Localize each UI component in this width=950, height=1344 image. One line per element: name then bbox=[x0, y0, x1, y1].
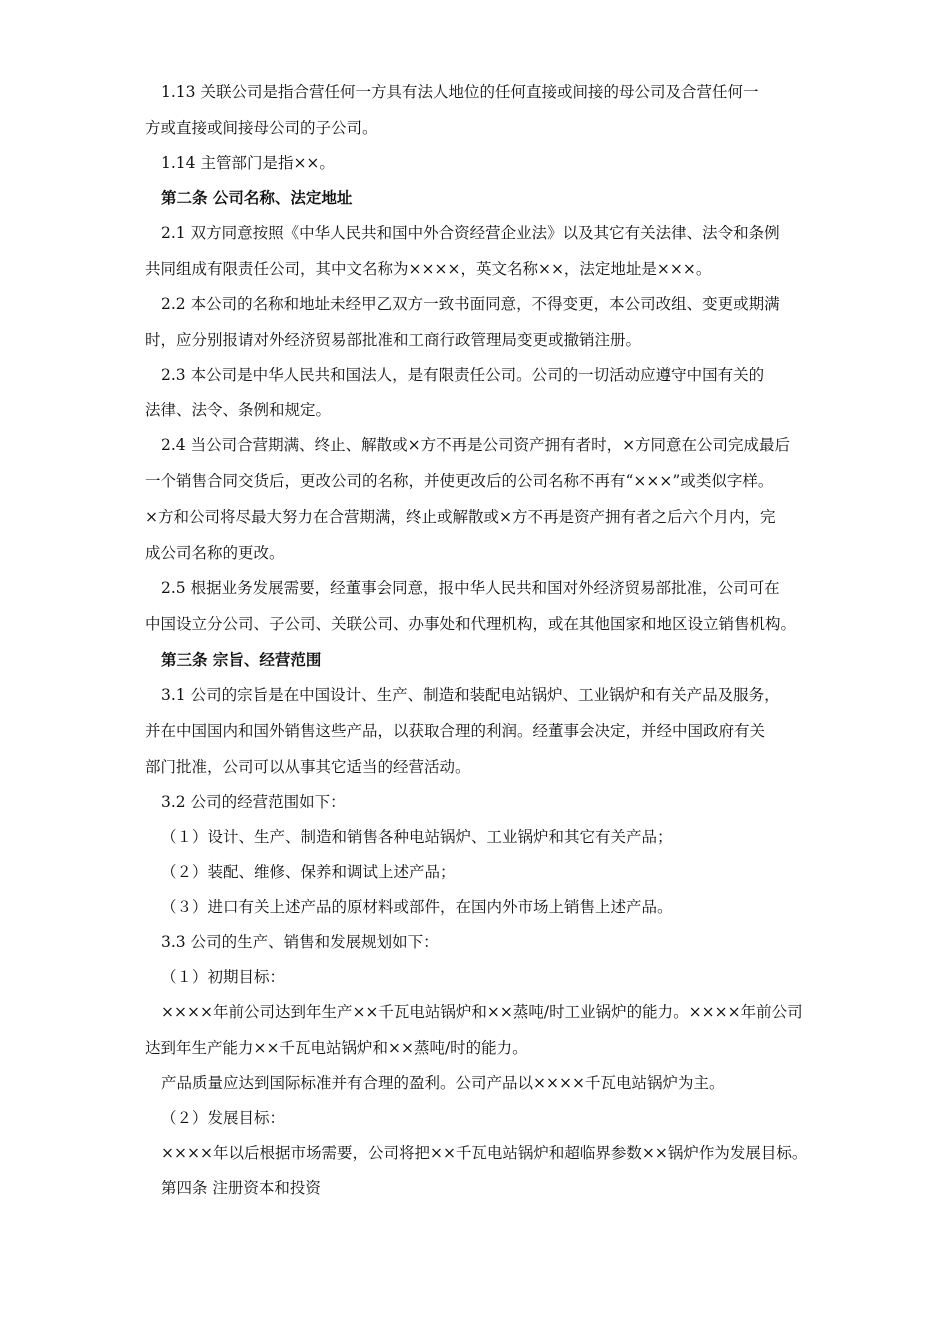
clause-2-5-line-2: 中国设立分公司、子公司、关联公司、办事处和代理机构，或在其他国家和地区设立销售机构。 bbox=[145, 615, 797, 633]
clause-1-13-line-2: 方或直接或间接母公司的子公司。 bbox=[145, 119, 378, 137]
clause-2-4-line-3: ×方和公司将尽最大努力在合营期满，终止或解散或×方不再是资产拥有者之后六个月内，完 bbox=[145, 508, 776, 526]
clause-3-2: 3.2 公司的经营范围如下： bbox=[161, 793, 346, 811]
clause-3-3: 3.3 公司的生产、销售和发展规划如下： bbox=[161, 933, 439, 951]
development-goal-line: ××××年以后根据市场需要，公司将把××千瓦电站锅炉和超临界参数××锅炉作为发展目标。 bbox=[161, 1144, 808, 1162]
scope-item-3: （３）进口有关上述产品的原材料或部件，在国内外市场上销售上述产品。 bbox=[161, 898, 673, 916]
clause-2-4-line-4: 成公司名称的更改。 bbox=[145, 544, 285, 562]
article-2-heading: 第二条 公司名称、法定地址 bbox=[161, 188, 353, 207]
clause-3-1-line-1: 3.1 公司的宗旨是在中国设计、生产、制造和装配电站锅炉、工业锅炉和有关产品及服务， bbox=[161, 686, 780, 704]
clause-2-4-line-2: 一个销售合同交货后，更改公司的名称，并使更改后的公司名称不再有“×××”或类似字样。 bbox=[145, 472, 774, 490]
clause-2-1-line-1: 2.1 双方同意按照《中华人民共和国中外合资经营企业法》以及其它有关法律、法令和条例 bbox=[161, 224, 780, 242]
clause-2-2-line-2: 时，应分别报请对外经济贸易部批准和工商行政管理局变更或撤销注册。 bbox=[145, 331, 642, 349]
article-3-heading: 第三条 宗旨、经营范围 bbox=[161, 650, 322, 669]
clause-2-4-line-1: 2.4 当公司合营期满、终止、解散或×方不再是公司资产拥有者时，×方同意在公司完成最后 bbox=[161, 436, 791, 454]
scope-item-2: （２）装配、维修、保养和调试上述产品； bbox=[161, 863, 456, 881]
initial-goal-line-1: ××××年前公司达到年生产××千瓦电站锅炉和××蒸吨/时工业锅炉的能力。××××年前公司 bbox=[161, 1003, 803, 1021]
development-goal-heading: （２）发展目标： bbox=[161, 1109, 286, 1127]
initial-goal-line-2: 达到年生产能力××千瓦电站锅炉和××蒸吨/时的能力。 bbox=[145, 1039, 528, 1057]
clause-1-14: 1.14 主管部门是指××。 bbox=[161, 154, 335, 172]
clause-2-2-line-1: 2.2 本公司的名称和地址未经甲乙双方一致书面同意，不得变更，本公司改组、变更或期满 bbox=[161, 295, 780, 313]
scope-item-1: （１）设计、生产、制造和销售各种电站锅炉、工业锅炉和其它有关产品； bbox=[161, 828, 673, 846]
clause-2-5-line-1: 2.5 根据业务发展需要，经董事会同意，报中华人民共和国对外经济贸易部批准，公司可在 bbox=[161, 579, 780, 597]
clause-3-1-line-3: 部门批准，公司可以从事其它适当的经营活动。 bbox=[145, 758, 471, 776]
clause-2-1-line-2: 共同组成有限责任公司，其中文名称为××××，英文名称××，法定地址是×××。 bbox=[145, 260, 712, 278]
clause-3-1-line-2: 并在中国国内和国外销售这些产品，以获取合理的利润。经董事会决定，并经中国政府有关 bbox=[145, 722, 766, 740]
clause-1-13-line-1: 1.13 关联公司是指合营任何一方具有法人地位的任何直接或间接的母公司及合营任何一 bbox=[161, 83, 759, 101]
article-4-heading: 第四条 注册资本和投资 bbox=[161, 1179, 321, 1197]
initial-goal-heading: （１）初期目标： bbox=[161, 968, 286, 986]
clause-2-3-line-1: 2.3 本公司是中华人民共和国法人，是有限责任公司。公司的一切活动应遵守中国有关的 bbox=[161, 366, 765, 384]
quality-statement: 产品质量应达到国际标准并有合理的盈利。公司产品以××××千瓦电站锅炉为主。 bbox=[161, 1074, 725, 1092]
clause-2-3-line-2: 法律、法令、条例和规定。 bbox=[145, 401, 332, 419]
